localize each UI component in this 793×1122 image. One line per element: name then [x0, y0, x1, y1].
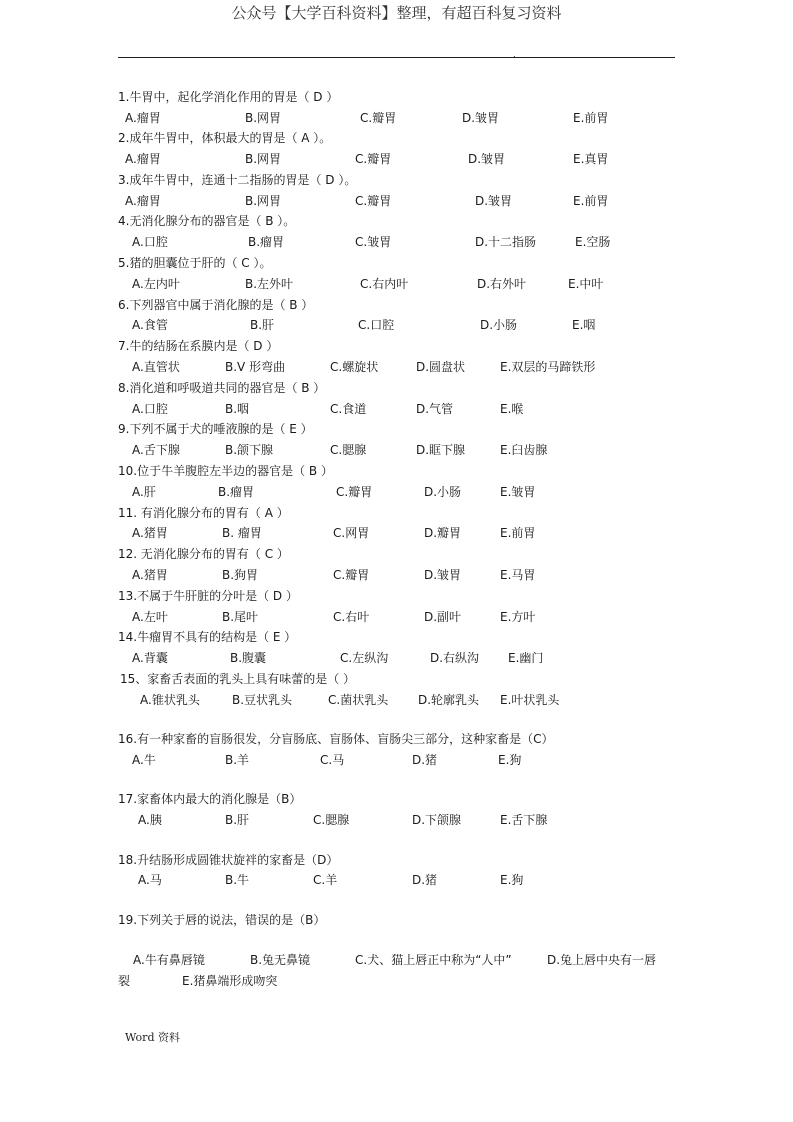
answer-option: C.右叶	[333, 610, 370, 624]
answer-option: B.咽	[225, 402, 250, 416]
question-line	[0, 87, 793, 107]
answer-option: B.兔无鼻镜	[250, 953, 311, 967]
options-line	[0, 750, 793, 770]
answer-option: E.猪鼻端形成吻突	[182, 974, 278, 988]
options-line	[0, 690, 793, 710]
options-line	[0, 950, 793, 970]
answer-option: D.副叶	[424, 610, 462, 624]
answer-option: A.直管状	[132, 360, 180, 374]
answer-option: B.颌下腺	[225, 443, 274, 457]
question-text: 6.下列器官中属于消化腺的是（ B ）	[118, 298, 314, 312]
answer-option: C.右内叶	[360, 277, 409, 291]
question-text: 17.家畜体内最大的消化腺是（B）	[118, 792, 302, 806]
question-text: 15、家畜舌表面的乳头上具有味蕾的是（ ）	[120, 672, 356, 686]
answer-option: C.瓣胃	[336, 485, 373, 499]
question-line	[0, 850, 793, 870]
question-text: 18.升结肠形成圆锥状旋袢的家畜是（D）	[118, 853, 339, 867]
question-text: 3.成年牛胃中，连通十二指肠的胃是（ D ）。	[118, 173, 357, 187]
answer-option: B.狗胃	[222, 568, 259, 582]
answer-option: C.腮腺	[313, 813, 350, 827]
answer-option: A.瘤胃	[125, 194, 161, 208]
answer-option: D.兔上唇中央有一唇	[547, 953, 657, 967]
answer-option: D.皱胃	[462, 111, 500, 125]
answer-option: D.瓣胃	[424, 526, 462, 540]
options-line	[0, 274, 793, 294]
answer-option: E.叶状乳头	[500, 693, 560, 707]
answer-option: B.网胃	[245, 194, 282, 208]
answer-option: E.前胃	[573, 111, 609, 125]
answer-option: C.螺旋状	[330, 360, 379, 374]
answer-option: A.瘤胃	[125, 111, 161, 125]
answer-option: B.网胃	[245, 111, 282, 125]
answer-option: E.空肠	[575, 235, 611, 249]
answer-option: D.轮廓乳头	[418, 693, 480, 707]
answer-option: D.皱胃	[468, 152, 506, 166]
answer-option: B.腹囊	[230, 651, 267, 665]
question-line	[0, 544, 793, 564]
question-text: 2.成年牛胃中，体积最大的胃是（ A ）。	[118, 131, 332, 145]
question-text: 14.牛瘤胃不具有的结构是（ E ）	[118, 630, 297, 644]
answer-option: B.尾叶	[222, 610, 259, 624]
answer-option: A.肝	[132, 485, 156, 499]
options-line	[0, 399, 793, 419]
answer-option: D.猪	[412, 873, 438, 887]
answer-option: B.豆状乳头	[232, 693, 293, 707]
answer-option: D.下颌腺	[412, 813, 462, 827]
answer-option: A.瘤胃	[125, 152, 161, 166]
question-line	[0, 729, 793, 749]
answer-option: C.食道	[330, 402, 367, 416]
answer-option: D.皱胃	[424, 568, 462, 582]
answer-option: A.口腔	[132, 235, 168, 249]
answer-option: D.小肠	[480, 318, 518, 332]
answer-option: 裂	[118, 974, 131, 988]
options-line	[0, 870, 793, 890]
options-line	[0, 108, 793, 128]
answer-option: C.羊	[313, 873, 338, 887]
answer-option: A.猪胃	[132, 526, 168, 540]
question-line	[0, 789, 793, 809]
answer-option: B.牛	[225, 873, 250, 887]
options-line	[0, 149, 793, 169]
answer-option: C.马	[320, 753, 345, 767]
answer-option: A.猪胃	[132, 568, 168, 582]
page-header: 公众号【大学百科资料】整理，有超百科复习资料	[231, 4, 562, 22]
question-line	[0, 170, 793, 190]
answer-option: B.网胃	[245, 152, 282, 166]
answer-option: A.锥状乳头	[140, 693, 200, 707]
answer-option: D.气管	[416, 402, 454, 416]
answer-option: B.羊	[225, 753, 250, 767]
options-line	[0, 482, 793, 502]
question-text: 10.位于牛羊腹腔左半边的器官是（ B ）	[118, 464, 333, 478]
answer-option: B.左外叶	[245, 277, 294, 291]
answer-option: E.方叶	[500, 610, 536, 624]
answer-option: E.前胃	[500, 526, 536, 540]
answer-option: E.前胃	[573, 194, 609, 208]
question-line	[0, 253, 793, 273]
options-line	[0, 648, 793, 668]
answer-option: A.左叶	[132, 610, 168, 624]
answer-option: E.真胃	[573, 152, 609, 166]
question-text: 19.下列关于唇的说法，错误的是（B）	[118, 913, 326, 927]
answer-option: E.幽门	[508, 651, 544, 665]
answer-option: C.网胃	[333, 526, 370, 540]
options-line	[0, 810, 793, 830]
answer-option: E.狗	[500, 873, 524, 887]
question-line	[0, 128, 793, 148]
answer-option: D.十二指肠	[475, 235, 537, 249]
answer-option: E.咽	[572, 318, 596, 332]
question-text: 8.消化道和呼吸道共同的器官是（ B ）	[118, 381, 326, 395]
answer-option: A.舌下腺	[132, 443, 180, 457]
options-line	[0, 191, 793, 211]
answer-option: B.V 形弯曲	[225, 360, 286, 374]
question-line	[0, 627, 793, 647]
answer-option: E.舌下腺	[500, 813, 548, 827]
answer-option: B.肝	[250, 318, 275, 332]
answer-option: A.牛	[132, 753, 156, 767]
answer-option: C.瓣胃	[355, 194, 392, 208]
options-line	[0, 232, 793, 252]
options-line	[0, 607, 793, 627]
answer-option: E.双层的马蹄铁形	[500, 360, 596, 374]
question-text: 4.无消化腺分布的器官是（ B ）。	[118, 214, 296, 228]
answer-option: C.皱胃	[355, 235, 392, 249]
question-text: 9.下列不属于犬的唾液腺的是（ E ）	[118, 422, 313, 436]
answer-option: B.瘤胃	[218, 485, 255, 499]
answer-option: C.瓣胃	[333, 568, 370, 582]
page-footer: Word 资料	[125, 1031, 180, 1044]
question-line	[0, 419, 793, 439]
question-text: 5.猪的胆囊位于肝的（ C ）。	[118, 256, 272, 270]
answer-option: D.小肠	[424, 485, 462, 499]
question-line	[0, 586, 793, 606]
answer-option: C.菌状乳头	[328, 693, 389, 707]
answer-option: A.马	[138, 873, 162, 887]
question-line	[0, 378, 793, 398]
answer-option: D.皱胃	[475, 194, 513, 208]
answer-option: C.左纵沟	[340, 651, 389, 665]
answer-option: A.牛有鼻唇镜	[133, 953, 205, 967]
question-text: 7.牛的结肠在系膜内是（ D ）	[118, 339, 279, 353]
options-line	[0, 523, 793, 543]
answer-option: B.肝	[225, 813, 250, 827]
answer-option: A.左内叶	[132, 277, 180, 291]
question-line	[0, 503, 793, 523]
rule-mark: .	[513, 50, 516, 60]
answer-option: A.背囊	[132, 651, 168, 665]
answer-option: A.口腔	[132, 402, 168, 416]
question-text: 1.牛胃中，起化学消化作用的胃是（ D ）	[118, 90, 339, 104]
header-rule	[118, 57, 675, 58]
answer-option: A.胰	[138, 813, 162, 827]
answer-option: E.中叶	[568, 277, 604, 291]
answer-option: D.右外叶	[477, 277, 527, 291]
answer-option: E.皱胃	[500, 485, 536, 499]
answer-option: D.圆盘状	[416, 360, 466, 374]
options-line	[0, 357, 793, 377]
question-line	[0, 461, 793, 481]
answer-option: B. 瘤胃	[222, 526, 262, 540]
question-line	[0, 910, 793, 930]
answer-option: C.腮腺	[330, 443, 367, 457]
options-line	[0, 315, 793, 335]
question-text: 13.不属于牛肝脏的分叶是（ D ）	[118, 589, 298, 603]
question-line	[0, 295, 793, 315]
answer-option: E.臼齿腺	[500, 443, 548, 457]
question-text: 11. 有消化腺分布的胃有（ A ）	[118, 506, 289, 520]
answer-option: D.眶下腺	[416, 443, 466, 457]
answer-option: B.瘤胃	[248, 235, 285, 249]
answer-option: D.右纵沟	[430, 651, 480, 665]
options-line	[0, 440, 793, 460]
question-text: 16.有一种家畜的盲肠很发，分盲肠底、盲肠体、盲肠尖三部分，这种家畜是（C）	[118, 732, 554, 746]
answer-option: D.猪	[412, 753, 438, 767]
options-line	[0, 971, 793, 991]
answer-option: C.口腔	[358, 318, 395, 332]
answer-option: E.狗	[498, 753, 522, 767]
question-line	[0, 669, 793, 689]
answer-option: C.瓣胃	[360, 111, 397, 125]
question-text: 12. 无消化腺分布的胃有（ C ）	[118, 547, 289, 561]
answer-option: E.喉	[500, 402, 524, 416]
answer-option: C.瓣胃	[355, 152, 392, 166]
answer-option: E.马胃	[500, 568, 536, 582]
question-line	[0, 211, 793, 231]
answer-option: A.食管	[132, 318, 168, 332]
options-line	[0, 565, 793, 585]
question-line	[0, 336, 793, 356]
answer-option: C.犬、猫上唇正中称为“人中”	[355, 953, 512, 967]
